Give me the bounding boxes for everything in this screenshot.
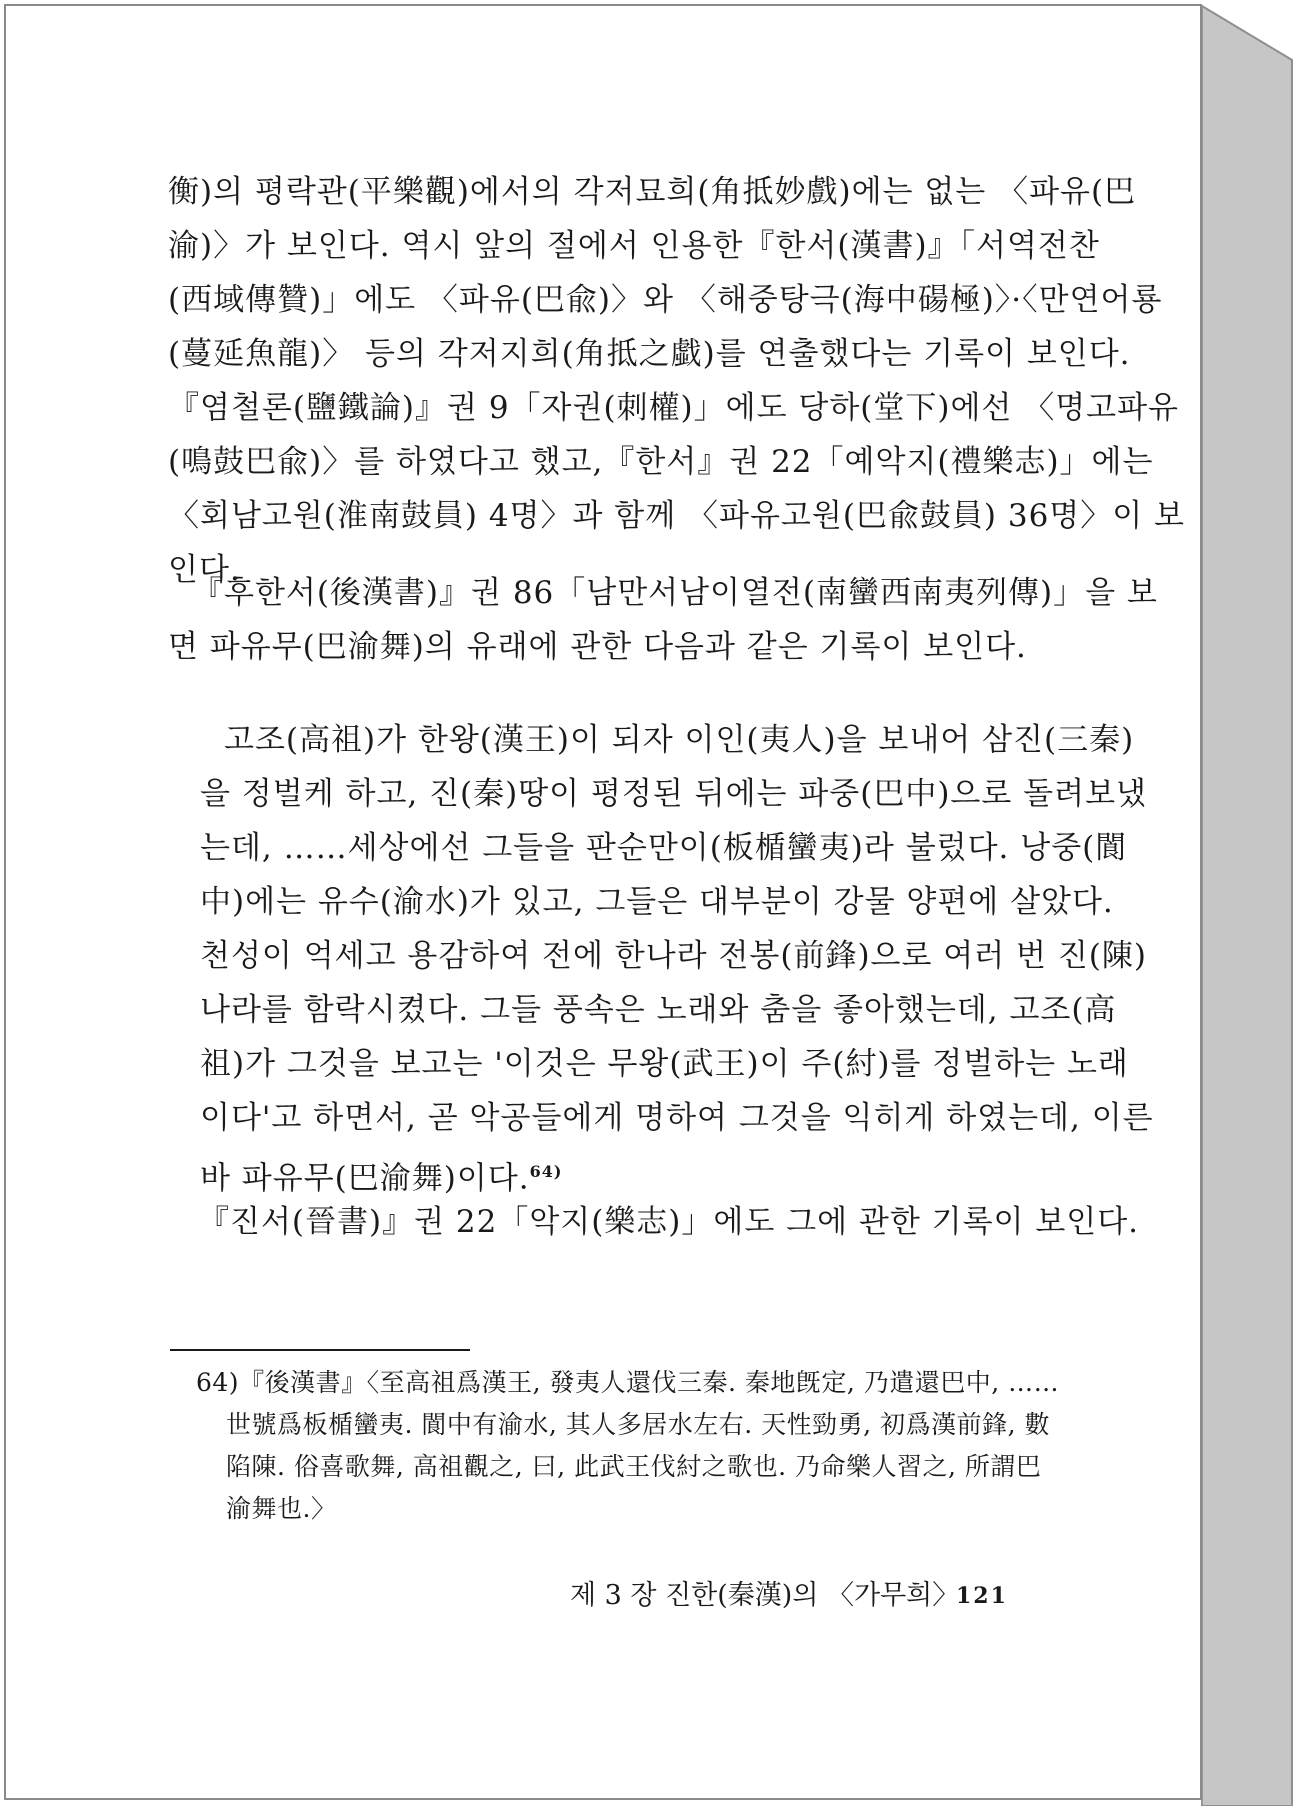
paragraph-1-line: 〈회남고원(淮南鼓員) 4명〉과 함께 〈파유고원(巴兪鼓員) 36명〉이 보 — [168, 498, 1186, 534]
paragraph-1-line: 인다. — [168, 552, 241, 588]
quote-line: 나라를 함락시켰다. 그들 풍속은 노래와 춤을 좋아했는데, 고조(高 — [200, 992, 1117, 1028]
paragraph-3-line: 『진서(晉書)』권 22「악지(樂志)」에도 그에 관한 기록이 보인다. — [198, 1204, 1140, 1240]
quote-line: 는데, ……세상에선 그들을 판순만이(板楯蠻夷)라 불렀다. 낭중(閬 — [200, 830, 1128, 866]
quote-line: 이다'고 하면서, 곧 악공들에게 명하여 그것을 익히게 하였는데, 이른 — [200, 1100, 1154, 1136]
paragraph-1-line: (西域傳贊)」에도 〈파유(巴兪)〉와 〈해중탕극(海中碭極)〉·〈만연어룡 — [168, 282, 1163, 318]
quote-line: 中)에는 유수(渝水)가 있고, 그들은 대부분이 강물 양편에 살았다. — [200, 884, 1114, 920]
footnote-line: 64)『後漢書』〈至高祖爲漢王, 發夷人還伐三秦. 秦地旣定, 乃遣還巴中, …… — [196, 1368, 1060, 1397]
footnote-ref-64[interactable]: 64) — [529, 1162, 563, 1181]
footnote-divider — [170, 1349, 470, 1351]
paragraph-1-line: 渝)〉가 보인다. 역시 앞의 절에서 인용한『한서(漢書)』「서역전찬 — [168, 228, 1100, 264]
paragraph-2-line: 면 파유무(巴渝舞)의 유래에 관한 다음과 같은 기록이 보인다. — [168, 629, 1027, 665]
quote-line: 천성이 억세고 용감하여 전에 한나라 전봉(前鋒)으로 여러 번 진(陳) — [200, 938, 1147, 974]
page-number: 121 — [956, 1583, 1008, 1609]
quote-line: 祖)가 그것을 보고는 '이것은 무왕(武王)이 주(紂)를 정벌하는 노래 — [200, 1046, 1129, 1082]
paragraph-1-line: 『염철론(鹽鐵論)』권 9「자권(刺權)」에도 당하(堂下)에선 〈명고파유 — [168, 390, 1179, 426]
quote-line: 고조(高祖)가 한왕(漢王)이 되자 이인(夷人)을 보내어 삼진(三秦) — [224, 722, 1135, 758]
footnote-line: 陷陳. 俗喜歌舞, 高祖觀之, 曰, 此武王伐紂之歌也. 乃命樂人習之, 所謂巴 — [226, 1452, 1042, 1481]
paragraph-1-line: (蔓延魚龍)〉 등의 각저지희(角抵之戱)를 연출했다는 기록이 보인다. — [168, 336, 1131, 372]
quote-line — [200, 1152, 563, 1197]
paragraph-1-line: 衡)의 평락관(平樂觀)에서의 각저묘희(角抵妙戲)에는 없는 〈파유(巴 — [168, 174, 1137, 210]
running-footer: 제 3 장 진한(秦漢)의 〈가무희〉 — [570, 1580, 960, 1611]
paragraph-1-line: (鳴鼓巴兪)〉를 하였다고 했고,『한서』권 22「예악지(禮樂志)」에는 — [168, 444, 1154, 480]
quote-line: 을 정벌케 하고, 진(秦)땅이 평정된 뒤에는 파중(巴中)으로 돌려보냈 — [200, 776, 1147, 812]
footnote-line: 世號爲板楯蠻夷. 閬中有渝水, 其人多居水左右. 天性勁勇, 初爲漢前鋒, 數 — [226, 1410, 1050, 1439]
paragraph-2-line: 『후한서(後漢書)』권 86「남만서남이열전(南蠻西南夷列傳)」을 보 — [192, 575, 1158, 611]
quote-last-line-text: 바 파유무(巴渝舞)이다. — [200, 1160, 530, 1197]
footnote-line: 渝舞也.〉 — [226, 1494, 337, 1523]
